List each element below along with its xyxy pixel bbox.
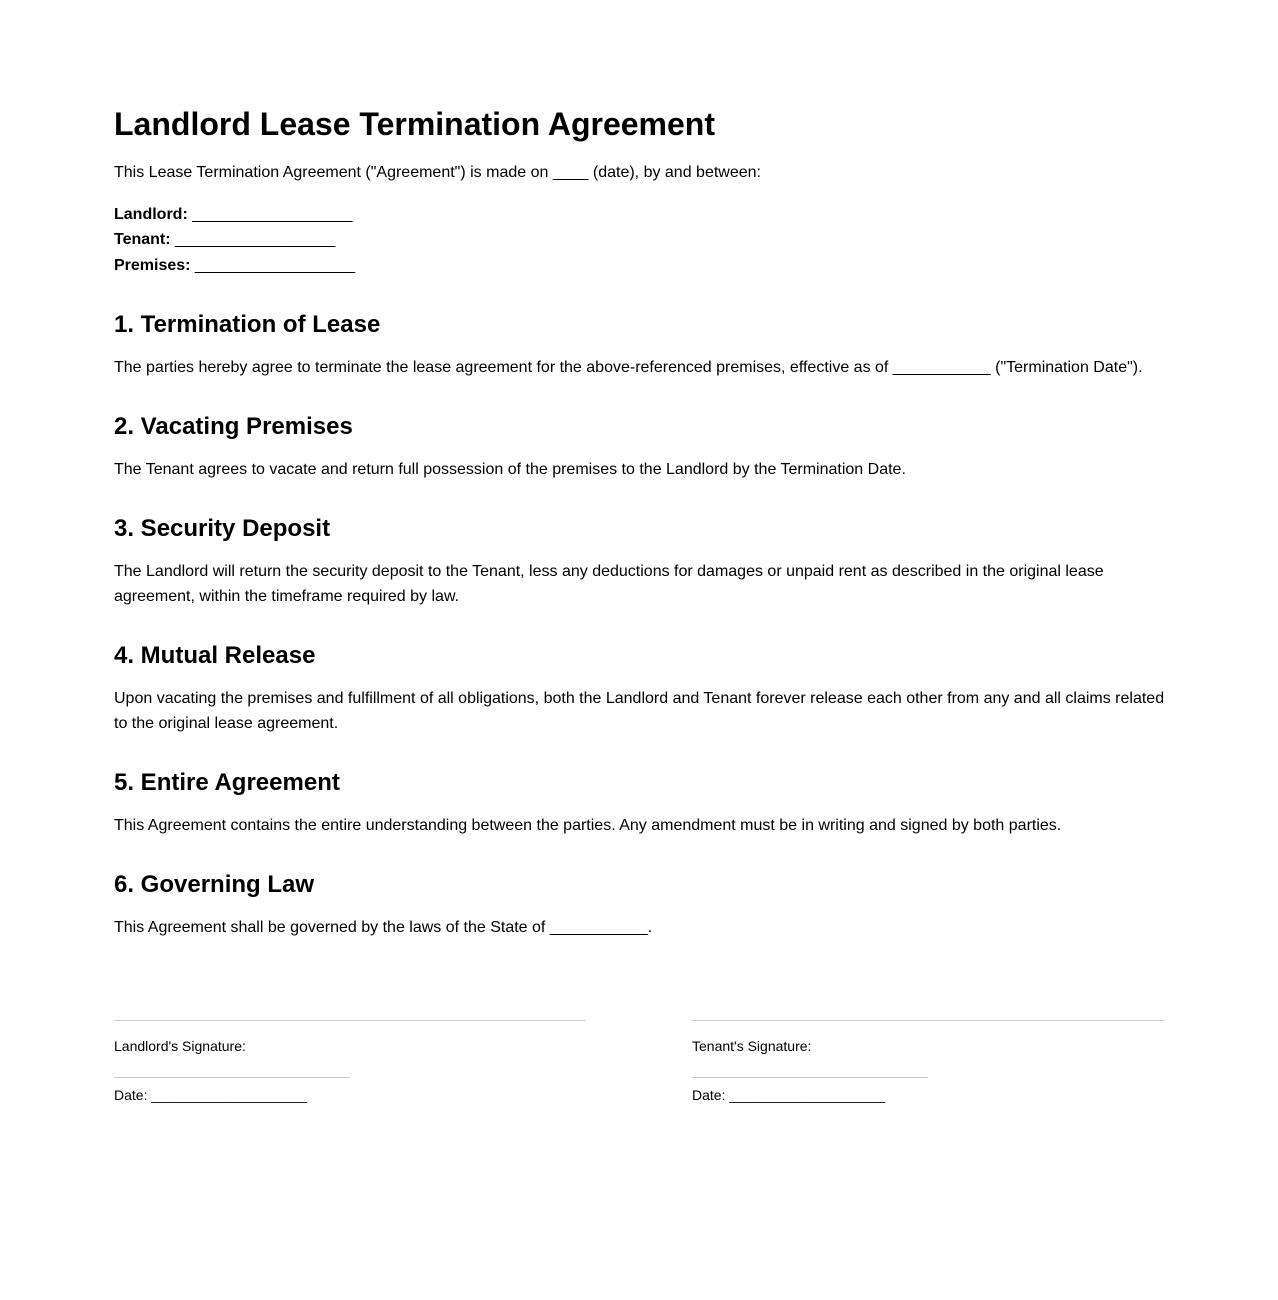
party-blank: __________________ bbox=[192, 206, 353, 223]
intro-text: This Lease Termination Agreement ("Agreement") is made on ____ (date), by and between: bbox=[114, 164, 761, 181]
document-title: Landlord Lease Termination Agreement bbox=[114, 106, 715, 142]
date-line[interactable] bbox=[114, 1077, 350, 1078]
signature-line[interactable] bbox=[692, 1020, 1164, 1021]
section-heading: 6. Governing Law bbox=[114, 871, 315, 898]
signature-line[interactable] bbox=[114, 1020, 586, 1021]
party-blank: __________________ bbox=[194, 257, 356, 274]
party-label: Tenant: bbox=[114, 231, 171, 248]
date-blank[interactable]: ____________________ bbox=[151, 1087, 308, 1103]
date-line[interactable] bbox=[692, 1077, 928, 1078]
date-field bbox=[114, 1087, 586, 1103]
section-heading: 1. Termination of Lease bbox=[114, 311, 381, 338]
date-blank[interactable]: ____________________ bbox=[729, 1087, 886, 1103]
section-heading: 4. Mutual Release bbox=[114, 642, 316, 669]
signature-label: Tenant's Signature: bbox=[692, 1038, 812, 1054]
section-body: This Agreement shall be governed by the laws of the State of ___________. bbox=[114, 919, 653, 936]
date-field bbox=[692, 1087, 1164, 1103]
signature-label: Landlord's Signature: bbox=[114, 1038, 246, 1054]
section-body: Upon vacating the premises and fulfillment of all obligations, both the Landlord and Tenant forever release each other from any and all claims related to the original lease agreement. bbox=[114, 690, 1165, 732]
section-body: The Landlord will return the security deposit to the Tenant, less any deductions for damages or unpaid rent as described in the original lease agreement, within the timeframe required by law. bbox=[114, 563, 1104, 605]
party-label: Landlord: bbox=[114, 206, 188, 223]
landlord-signature-block bbox=[114, 1020, 586, 1103]
date-label: Date: bbox=[114, 1087, 148, 1103]
party-premises bbox=[114, 257, 355, 275]
date-label: Date: bbox=[692, 1087, 726, 1103]
section-heading: 2. Vacating Premises bbox=[114, 413, 353, 440]
party-tenant bbox=[114, 231, 335, 249]
section-heading: 5. Entire Agreement bbox=[114, 769, 340, 796]
party-landlord bbox=[114, 206, 352, 224]
party-label: Premises: bbox=[114, 257, 191, 274]
section-body: This Agreement contains the entire understanding between the parties. Any amendment must be in writing and signed by both parties. bbox=[114, 817, 1062, 834]
party-blank: __________________ bbox=[175, 231, 336, 248]
section-heading: 3. Security Deposit bbox=[114, 515, 331, 542]
section-body: The parties hereby agree to terminate the lease agreement for the above-referenced premises, effective as of ___________ ("Termination Date"). bbox=[114, 359, 1143, 376]
tenant-signature-block bbox=[692, 1020, 1164, 1103]
section-body: The Tenant agrees to vacate and return full possession of the premises to the Landlord by the Termination Date. bbox=[114, 461, 906, 478]
